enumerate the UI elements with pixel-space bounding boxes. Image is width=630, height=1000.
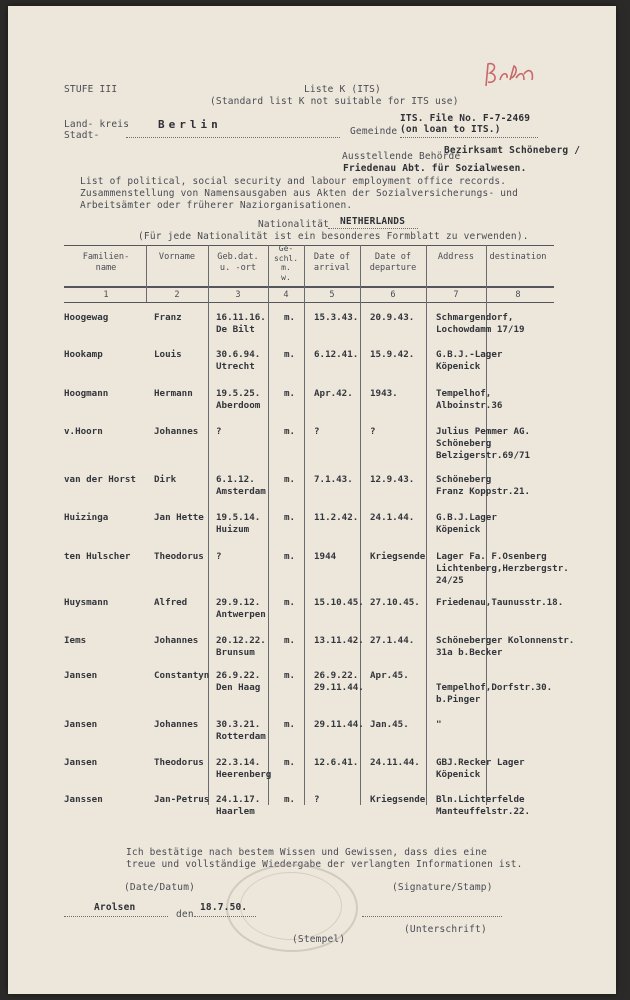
cell-address: G.B.J.-Lager Köpenick xyxy=(436,349,503,372)
cell-surname: Hoogewag xyxy=(64,312,109,323)
cell-surname: Jansen xyxy=(64,670,98,681)
cell-departure: 24.11.44. xyxy=(370,757,420,768)
cell-arrival: 11.2.42. xyxy=(314,512,359,523)
col-divider-6 xyxy=(426,245,427,805)
table-header-rule xyxy=(64,286,554,288)
cell-first: Alfred xyxy=(154,597,188,608)
handwritten-mark xyxy=(480,58,538,92)
document-sheet xyxy=(8,6,616,994)
col-header-sex: Ge- schl. m. w. xyxy=(273,244,299,282)
nationality-dotted-line xyxy=(328,228,418,229)
unterschrift-label: (Unterschrift) xyxy=(404,924,487,935)
cell-departure: Apr.45. xyxy=(370,670,409,681)
cell-surname: van der Horst xyxy=(64,474,136,485)
place-value: Arolsen xyxy=(94,902,136,913)
cell-birth: 20.12.22. Brunsum xyxy=(216,635,266,658)
cell-departure: 27.1.44. xyxy=(370,635,415,646)
col-header-surname: Familien- name xyxy=(82,252,130,273)
cell-first: Johannes xyxy=(154,635,199,646)
cell-departure: 1943. xyxy=(370,388,398,399)
cell-address: Schmargendorf, Lochowdamm 17/19 xyxy=(436,312,525,335)
col-header-departure: Date of departure xyxy=(369,252,417,273)
place-dotted-line xyxy=(64,916,168,917)
cell-departure: 27.10.45. xyxy=(370,597,420,608)
cell-surname: ten Hulscher xyxy=(64,551,131,562)
col-number: 7 xyxy=(453,290,459,300)
cell-surname: Huizinga xyxy=(64,512,109,523)
on-loan-note: (on loan to ITS.) xyxy=(400,124,501,135)
cell-arrival: 12.6.41. xyxy=(314,757,359,768)
cell-arrival: 26.9.22. 29.11.44. xyxy=(314,670,364,693)
cell-departure: 20.9.43. xyxy=(370,312,415,323)
cell-address: GBJ.Recker Lager Köpenick xyxy=(436,757,525,780)
cell-sex: m. xyxy=(284,757,296,768)
cell-surname: Hoogmann xyxy=(64,388,109,399)
cell-departure: Jan.45. xyxy=(370,719,409,730)
cell-sex: m. xyxy=(284,719,296,730)
cell-sex: m. xyxy=(284,474,296,485)
den-label: den xyxy=(176,909,194,920)
cell-surname: Jansen xyxy=(64,719,98,730)
cell-birth: 29.9.12. Antwerpen xyxy=(216,597,266,620)
gemeinde-label: Gemeinde xyxy=(350,126,398,137)
cell-first: Theodorus xyxy=(154,551,204,562)
signature-dotted-line xyxy=(362,916,502,917)
cell-surname: Janssen xyxy=(64,794,103,805)
col-number: 4 xyxy=(283,290,289,300)
col-number: 2 xyxy=(174,290,180,300)
cell-address: Tempelhof,Dorfstr.30. b.Pinger xyxy=(436,682,553,705)
cell-first: Johannes xyxy=(154,426,199,437)
nationality-label: Nationalität xyxy=(258,219,330,230)
confirmation-line-2: treue und vollständige Wiedergabe der verlangten Informationen ist. xyxy=(126,859,523,870)
cell-sex: m. xyxy=(284,312,296,323)
cell-surname: Iems xyxy=(64,635,87,646)
col-number: 1 xyxy=(103,290,109,300)
cell-address: Friedenau,Taunusstr.18. xyxy=(436,597,564,608)
cell-birth: ? xyxy=(216,551,222,562)
its-file-number: ITS. File No. F-7-2469 xyxy=(400,113,531,124)
city-name: Berlin xyxy=(158,118,222,131)
cell-birth: 16.11.16. De Bilt xyxy=(216,312,266,335)
cell-address: Julius Pemmer AG. Schöneberg Belzigerstr.69/71 xyxy=(436,426,531,461)
cell-surname: Jansen xyxy=(64,757,98,768)
col-header-birth: Geb.dat. u. -ort xyxy=(217,252,259,273)
col-divider-3 xyxy=(268,245,269,805)
cell-arrival: 6.12.41. xyxy=(314,349,359,360)
cell-surname: Hookamp xyxy=(64,349,103,360)
cell-first: Theodorus xyxy=(154,757,204,768)
nationality-note: (Für jede Nationalität ist ein besonderes Formblatt zu verwenden). xyxy=(138,231,529,242)
liste-title: Liste K (ITS) xyxy=(304,84,381,95)
cell-sex: m. xyxy=(284,349,296,360)
cell-departure: 15.9.42. xyxy=(370,349,415,360)
cell-sex: m. xyxy=(284,512,296,523)
cell-address: Lager Fa. F.Osenberg Lichtenberg,Herzbergstr. 24/25 xyxy=(436,551,569,586)
signature-label: (Signature/Stamp) xyxy=(392,882,493,893)
col-header-arrival: Date of arrival xyxy=(313,252,351,273)
cell-birth: 30.6.94. Utrecht xyxy=(216,349,261,372)
cell-arrival: 1944 xyxy=(314,551,337,562)
kreis-dotted-line xyxy=(126,137,340,138)
authority-name: Friedenau Abt. für Sozialwesen. xyxy=(343,163,527,174)
nationality-value: NETHERLANDS xyxy=(340,216,406,227)
stadt-label: Stadt- xyxy=(64,130,100,141)
col-header-firstname: Vorname xyxy=(158,252,196,262)
cell-sex: m. xyxy=(284,388,296,399)
cell-birth: 26.9.22. Den Haag xyxy=(216,670,261,693)
cell-address: Tempelhof, Alboinstr.36 xyxy=(436,388,503,411)
cell-birth: 6.1.12. Amsterdam xyxy=(216,474,266,497)
faded-seal-inner xyxy=(240,872,342,940)
cell-address: Schöneberg Franz Koppstr.21. xyxy=(436,474,531,497)
cell-surname: Huysmann xyxy=(64,597,109,608)
col-divider-1 xyxy=(146,245,147,302)
description-en: List of political, social security and labour employment office records. xyxy=(80,176,507,187)
col-header-address: Address xyxy=(437,252,475,262)
cell-departure: 12.9.43. xyxy=(370,474,415,485)
cell-arrival: 15.3.43. xyxy=(314,312,359,323)
cell-birth: 30.3.21. Rotterdam xyxy=(216,719,266,742)
cell-first: Jan Hette xyxy=(154,512,204,523)
description-de-2: Arbeitsämter oder früherer Naziorganisationen. xyxy=(80,200,353,211)
cell-departure: 24.1.44. xyxy=(370,512,415,523)
stempel-label: (Stempel) xyxy=(292,934,346,945)
cell-first: Hermann xyxy=(154,388,193,399)
cell-first: Constantyn xyxy=(154,670,210,681)
stufe-label: STUFE III xyxy=(64,84,118,95)
cell-arrival: ? xyxy=(314,794,320,805)
col-number: 8 xyxy=(515,290,521,300)
cell-arrival: Apr.42. xyxy=(314,388,353,399)
ausstellende-label: Ausstellende Behörde xyxy=(342,151,461,162)
cell-sex: m. xyxy=(284,597,296,608)
col-number: 3 xyxy=(235,290,241,300)
cell-departure: Kriegsende xyxy=(370,794,426,805)
bezirksamt-line: Bezirksamt Schöneberg / xyxy=(444,145,581,156)
cell-departure: Kriegsende xyxy=(370,551,426,562)
cell-address: Schöneberger Kolonnenstr. 31a b.Becker xyxy=(436,635,575,658)
cell-departure: ? xyxy=(370,426,376,437)
table-top-rule xyxy=(64,245,554,246)
cell-address: Bln.Lichterfelde Manteuffelstr.22. xyxy=(436,794,531,817)
cell-address: " xyxy=(436,719,442,730)
cell-arrival: 7.1.43. xyxy=(314,474,353,485)
description-de-1: Zusammenstellung von Namensausgaben aus Akten der Sozialversicherungs- und xyxy=(80,188,519,199)
cell-first: Louis xyxy=(154,349,182,360)
cell-birth: 24.1.17. Haarlem xyxy=(216,794,261,817)
table-number-rule xyxy=(64,302,554,303)
date-label: (Date/Datum) xyxy=(124,882,196,893)
col-number: 6 xyxy=(390,290,396,300)
cell-sex: m. xyxy=(284,426,296,437)
col-divider-4 xyxy=(304,245,305,805)
cell-first: Franz xyxy=(154,312,182,323)
date-dotted-line xyxy=(194,916,256,917)
cell-sex: m. xyxy=(284,670,296,681)
cell-first: Johannes xyxy=(154,719,199,730)
col-number: 5 xyxy=(329,290,335,300)
date-value: 18.7.50. xyxy=(200,902,248,913)
cell-address: G.B.J.Lager Köpenick xyxy=(436,512,497,535)
cell-surname: v.Hoorn xyxy=(64,426,103,437)
cell-birth: ? xyxy=(216,426,222,437)
standard-note: (Standard list K not suitable for ITS use) xyxy=(210,96,459,107)
cell-birth: 19.5.14. Huizum xyxy=(216,512,261,535)
land-kreis-label: Land- kreis xyxy=(64,119,130,130)
cell-arrival: 13.11.42. xyxy=(314,635,364,646)
cell-sex: m. xyxy=(284,794,296,805)
cell-birth: 19.5.25. Aberdoom xyxy=(216,388,261,411)
cell-sex: m. xyxy=(284,551,296,562)
cell-sex: m. xyxy=(284,635,296,646)
confirmation-line-1: Ich bestätige nach bestem Wissen und Gewissen, dass dies eine xyxy=(126,847,488,858)
col-header-destination: destination xyxy=(489,252,547,262)
cell-arrival: 15.10.45. xyxy=(314,597,364,608)
cell-first: Dirk xyxy=(154,474,177,485)
gemeinde-dotted-line xyxy=(400,137,538,138)
cell-birth: 22.3.14. Heerenberg xyxy=(216,757,272,780)
cell-arrival: ? xyxy=(314,426,320,437)
col-divider-2 xyxy=(208,245,209,805)
cell-first: Jan-Petrus xyxy=(154,794,210,805)
cell-arrival: 29.11.44. xyxy=(314,719,364,730)
